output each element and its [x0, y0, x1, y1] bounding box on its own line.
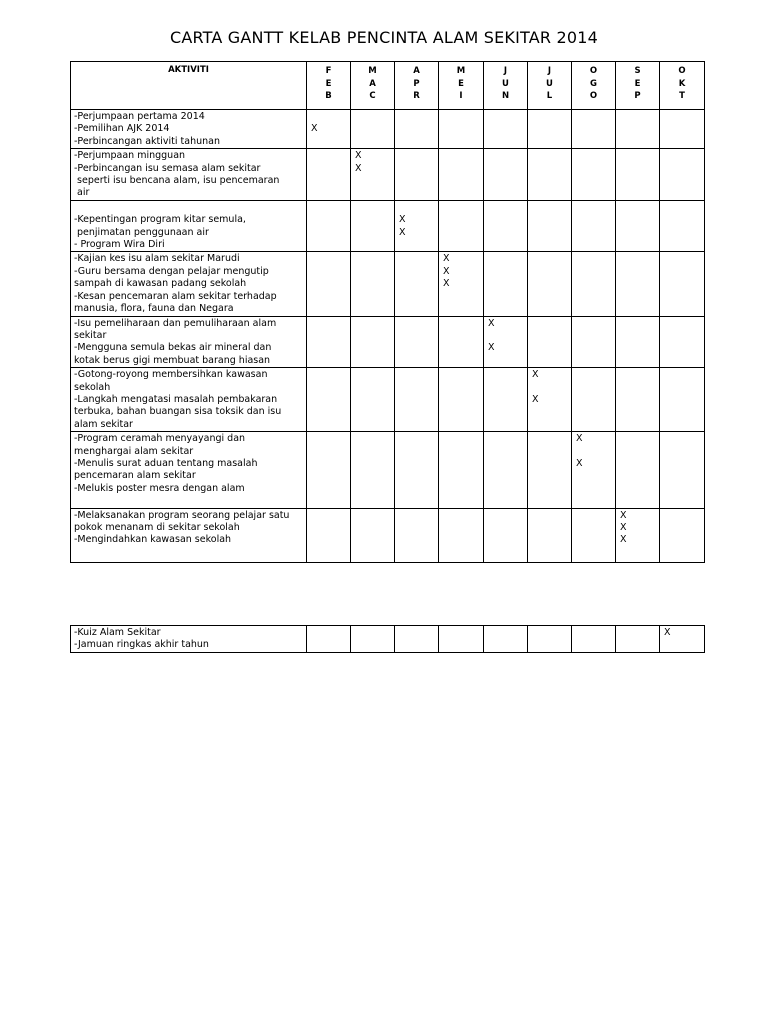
- month-cell: [351, 508, 395, 562]
- month-cell: [616, 200, 660, 252]
- month-header: [395, 62, 439, 110]
- activity-line: pencemaran alam sekitar: [74, 470, 196, 482]
- month-cell: [660, 200, 705, 252]
- month-header: [528, 62, 572, 110]
- month-letter: N: [501, 91, 510, 101]
- month-letter: G: [590, 78, 597, 89]
- schedule-mark: X: [664, 627, 671, 638]
- schedule-mark: X: [399, 214, 406, 226]
- activity-line: sampah di kawasan padang sekolah: [74, 278, 247, 290]
- activity-line: -Mengguna semula bekas air mineral dan: [74, 342, 272, 354]
- month-cell: [484, 432, 528, 508]
- month-cell: [660, 508, 705, 562]
- activity-line: manusia, flora, fauna dan Negara: [74, 303, 234, 315]
- month-letter: L: [546, 91, 553, 101]
- activity-line: -Kepentingan program kitar semula,: [74, 214, 246, 226]
- table-row: [71, 626, 705, 653]
- month-letter: E: [634, 78, 641, 89]
- month-letter: F: [325, 66, 332, 76]
- table-row: [71, 252, 705, 316]
- gantt-table: [70, 61, 705, 563]
- activity-cell: [71, 368, 307, 432]
- month-cell: [572, 200, 616, 252]
- month-cell: [439, 626, 484, 653]
- month-header: [439, 62, 484, 110]
- month-cell: [351, 149, 395, 201]
- schedule-mark: X: [355, 150, 362, 162]
- month-cell: [307, 200, 351, 252]
- gantt-extra-body: [71, 626, 705, 653]
- month-cell: [660, 432, 705, 508]
- month-cell: [351, 626, 395, 653]
- month-letter: K: [678, 78, 686, 89]
- activity-line: sekolah: [74, 381, 111, 393]
- month-letter: A: [413, 66, 420, 76]
- month-cell: [307, 110, 351, 149]
- activity-line: -Mengindahkan kawasan sekolah: [74, 534, 232, 546]
- month-cell: [307, 252, 351, 316]
- month-cell: [395, 368, 439, 432]
- activity-line: -Menulis surat aduan tentang masalah: [74, 457, 258, 469]
- month-cell: [528, 432, 572, 508]
- month-cell: [307, 508, 351, 562]
- month-cell: [351, 432, 395, 508]
- month-cell: [484, 626, 528, 653]
- activity-cell: [71, 626, 307, 653]
- month-cell: [572, 252, 616, 316]
- month-header: [351, 62, 395, 110]
- month-cell: [439, 200, 484, 252]
- month-letter: J: [503, 66, 508, 76]
- month-cell: [484, 200, 528, 252]
- month-cell: [528, 149, 572, 201]
- month-cell: [395, 252, 439, 316]
- schedule-mark: X: [576, 457, 583, 469]
- activity-line: menghargai alam sekitar: [74, 445, 194, 457]
- activity-line: -Program ceramah menyayangi dan: [74, 433, 246, 445]
- month-cell: [484, 316, 528, 368]
- month-letter: E: [325, 78, 332, 89]
- activity-cell: [71, 200, 307, 252]
- month-letter: O: [589, 91, 598, 101]
- activity-line: -Melaksanakan program seorang pelajar satu: [74, 509, 290, 521]
- activity-line: -Isu pemeliharaan dan pemuliharaan alam: [74, 317, 277, 329]
- month-cell: [395, 432, 439, 508]
- month-letter: S: [634, 66, 641, 76]
- activity-line: -Guru bersama dengan pelajar mengutip: [74, 265, 269, 277]
- month-letter: P: [634, 91, 641, 101]
- month-cell: [660, 316, 705, 368]
- schedule-mark: X: [576, 433, 583, 445]
- month-cell: [395, 626, 439, 653]
- month-cell: [572, 110, 616, 149]
- month-cell: [528, 252, 572, 316]
- activity-line: air: [74, 187, 90, 199]
- month-cell: [660, 252, 705, 316]
- activity-line: -Kuiz Alam Sekitar: [74, 627, 161, 638]
- month-cell: [572, 149, 616, 201]
- month-letter: P: [413, 78, 420, 89]
- month-cell: [439, 316, 484, 368]
- month-cell: [660, 368, 705, 432]
- activity-cell: [71, 316, 307, 368]
- month-header: [307, 62, 351, 110]
- month-cell: [528, 368, 572, 432]
- month-cell: [484, 252, 528, 316]
- schedule-mark: X: [443, 278, 450, 290]
- month-cell: [484, 508, 528, 562]
- activity-line: terbuka, bahan buangan sisa toksik dan isu: [74, 406, 282, 418]
- month-cell: [484, 149, 528, 201]
- month-letter: I: [459, 91, 463, 101]
- month-cell: [439, 432, 484, 508]
- month-cell: [351, 110, 395, 149]
- month-cell: [439, 110, 484, 149]
- month-letter: U: [502, 78, 509, 89]
- month-letter: M: [456, 66, 466, 76]
- month-cell: [395, 316, 439, 368]
- month-cell: [572, 432, 616, 508]
- activity-line: [74, 547, 303, 559]
- month-cell: [572, 508, 616, 562]
- schedule-mark: X: [532, 393, 539, 405]
- activity-line: -Gotong-royong membersihkan kawasan: [74, 369, 268, 381]
- month-cell: [439, 368, 484, 432]
- table-row: [71, 149, 705, 201]
- schedule-mark: X: [443, 253, 450, 265]
- month-cell: [528, 626, 572, 653]
- month-cell: [616, 626, 660, 653]
- month-cell: [351, 368, 395, 432]
- table-row: [71, 508, 705, 562]
- month-cell: [572, 368, 616, 432]
- month-header: [484, 62, 528, 110]
- activity-line: penjimatan penggunaan air: [74, 226, 209, 238]
- month-cell: [616, 110, 660, 149]
- schedule-mark: X: [311, 123, 318, 135]
- month-letter: C: [369, 91, 376, 101]
- activity-line: seperti isu bencana alam, isu pencemaran: [74, 175, 280, 187]
- month-letter: T: [679, 91, 685, 101]
- month-cell: [572, 316, 616, 368]
- month-letter: A: [369, 78, 376, 89]
- table-row: [71, 110, 705, 149]
- header-row: [71, 62, 705, 110]
- month-cell: [351, 252, 395, 316]
- schedule-mark: X: [488, 317, 495, 329]
- activity-line: - Program Wira Diri: [74, 239, 165, 251]
- activity-line: sekitar: [74, 329, 107, 341]
- activity-line: kotak berus gigi membuat barang hiasan: [74, 354, 271, 366]
- month-cell: [528, 508, 572, 562]
- schedule-mark: [488, 330, 527, 342]
- activity-line: [74, 495, 303, 507]
- table-row: [71, 200, 705, 252]
- schedule-mark: X: [355, 162, 362, 174]
- schedule-mark: X: [488, 342, 495, 354]
- month-cell: [616, 432, 660, 508]
- activity-cell: [71, 508, 307, 562]
- schedule-mark: [576, 446, 615, 458]
- schedule-mark: [399, 202, 438, 214]
- month-letter: B: [325, 91, 332, 101]
- activity-cell: [71, 149, 307, 201]
- activity-line: -Pemilihan AJK 2014: [74, 123, 170, 135]
- activity-cell: [71, 252, 307, 316]
- month-header: [660, 62, 705, 110]
- month-cell: [395, 110, 439, 149]
- month-cell: [528, 316, 572, 368]
- month-cell: [395, 508, 439, 562]
- schedule-mark: [532, 382, 571, 394]
- month-cell: [307, 149, 351, 201]
- month-letter: O: [589, 66, 598, 76]
- month-letter: U: [546, 78, 553, 89]
- month-cell: [484, 110, 528, 149]
- month-cell: [307, 316, 351, 368]
- schedule-mark: X: [620, 509, 627, 521]
- month-cell: [307, 432, 351, 508]
- schedule-mark: X: [620, 521, 627, 533]
- month-letter: J: [547, 66, 552, 76]
- schedule-mark: X: [399, 226, 406, 238]
- month-cell: [307, 368, 351, 432]
- activity-line: -Perbincangan aktiviti tahunan: [74, 135, 221, 147]
- month-cell: [351, 316, 395, 368]
- activity-line: alam sekitar: [74, 418, 133, 430]
- month-cell: [616, 508, 660, 562]
- month-cell: [572, 626, 616, 653]
- month-cell: [616, 368, 660, 432]
- month-cell: [351, 200, 395, 252]
- month-cell: [616, 252, 660, 316]
- month-cell: [395, 149, 439, 201]
- month-cell: [616, 316, 660, 368]
- activity-line: -Perjumpaan mingguan: [74, 150, 186, 162]
- month-cell: [307, 626, 351, 653]
- month-letter: O: [678, 66, 686, 76]
- schedule-mark: X: [443, 265, 450, 277]
- month-cell: [660, 626, 705, 653]
- activity-line: -Kesan pencemaran alam sekitar terhadap: [74, 290, 277, 302]
- month-letter: E: [458, 78, 464, 89]
- month-cell: [660, 110, 705, 149]
- gantt-body: [71, 110, 705, 563]
- activity-line: -Kajian kes isu alam sekitar Marudi: [74, 253, 240, 265]
- month-cell: [484, 368, 528, 432]
- page-title: CARTA GANTT KELAB PENCINTA ALAM SEKITAR 2014: [169, 28, 599, 47]
- month-cell: [660, 149, 705, 201]
- month-cell: [439, 149, 484, 201]
- schedule-mark: X: [532, 369, 539, 381]
- schedule-mark: X: [620, 534, 627, 546]
- activity-cell: [71, 110, 307, 149]
- activity-line: -Perjumpaan pertama 2014: [74, 111, 205, 122]
- activity-line: pokok menanam di sekitar sekolah: [74, 522, 240, 533]
- activity-line: -Langkah mengatasi masalah pembakaran: [74, 393, 278, 405]
- month-cell: [616, 149, 660, 201]
- activity-line: -Melukis poster mesra dengan alam: [74, 482, 245, 494]
- activity-header: AKTIVITI: [71, 62, 307, 110]
- gantt-extra-table: [70, 625, 705, 653]
- month-letter: R: [413, 91, 420, 101]
- activity-cell: [71, 432, 307, 508]
- month-header: [616, 62, 660, 110]
- activity-line: -Perbincangan isu semasa alam sekitar: [74, 162, 261, 174]
- month-letter: M: [368, 66, 377, 76]
- activity-line: -Jamuan ringkas akhir tahun: [74, 639, 209, 651]
- table-row: [71, 368, 705, 432]
- table-row: [71, 316, 705, 368]
- month-cell: [439, 508, 484, 562]
- month-header: [572, 62, 616, 110]
- month-cell: [395, 200, 439, 252]
- activity-line: [74, 202, 303, 214]
- month-cell: [528, 110, 572, 149]
- month-cell: [528, 200, 572, 252]
- month-cell: [439, 252, 484, 316]
- table-row: [71, 432, 705, 508]
- schedule-mark: [311, 111, 350, 123]
